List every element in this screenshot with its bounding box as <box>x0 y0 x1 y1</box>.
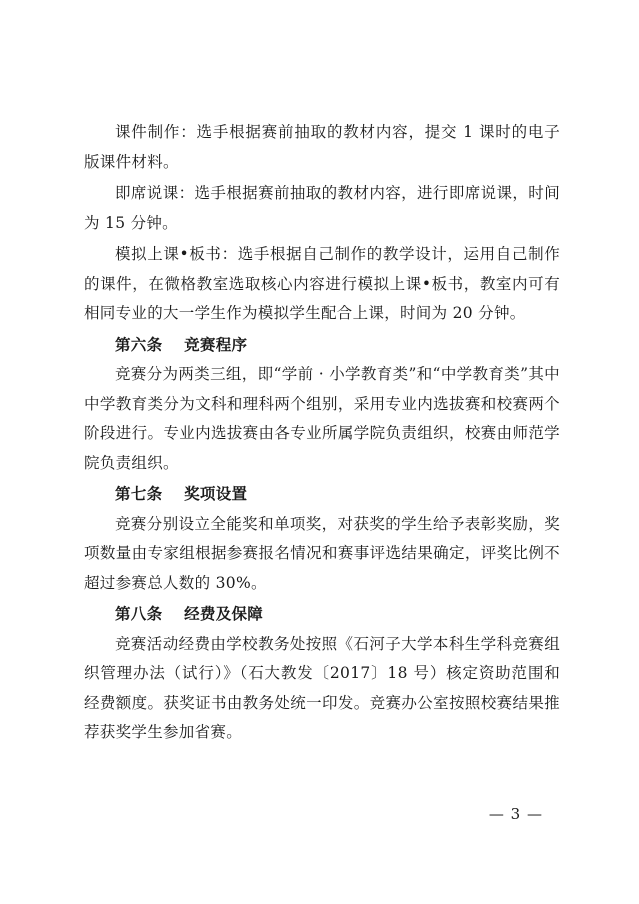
paragraph-courseware: 课件制作：选手根据赛前抽取的教材内容，提交 1 课时的电子版课件材料。 <box>84 123 560 171</box>
heading-article-7-title: 奖项设置 <box>184 485 248 503</box>
page-number: — 3 — <box>488 805 543 823</box>
heading-article-7 <box>84 480 560 510</box>
heading-article-7-number: 第七条 <box>115 485 163 503</box>
paragraph-impromptu-lecture: 即席说课：选手根据赛前抽取的教材内容，进行即席说课，时间为 15 分钟。 <box>84 184 560 232</box>
paragraph-competition-procedure: 竞赛分为两类三组，即“学前 · 小学教育类”和“中学教育类”其中中学教育类分为文科和理科两个组别，采用专业内选拔赛和校赛两个阶段进行。专业内选拔赛由各专业所属学院负责组织，校赛由师范学院负责组织。 <box>84 365 560 472</box>
heading-article-8 <box>84 600 560 630</box>
document-body <box>84 118 560 748</box>
paragraph-awards: 竞赛分别设立全能奖和单项奖，对获奖的学生给予表彰奖励，奖项数量由专家组根据参赛报名情况和赛事评选结果确定，评奖比例不超过参赛总人数的 30%。 <box>84 514 560 592</box>
heading-article-6-title: 竞赛程序 <box>184 335 248 354</box>
heading-article-8-title: 经费及保障 <box>184 605 264 623</box>
paragraph-funding: 竞赛活动经费由学校教务处按照《石河子大学本科生学科竞赛组织管理办法（试行）》（石大教发〔2017〕18 号）核定资助范围和经费额度。获奖证书由教务处统一印发。竞赛办公室按照校赛结果推荐获奖学生参加省赛。 <box>84 634 560 741</box>
heading-article-6-number: 第六条 <box>115 335 163 354</box>
heading-article-8-number: 第八条 <box>115 605 163 623</box>
paragraph-mock-class: 模拟上课•板书：选手根据自己制作的教学设计，运用自己制作的课件，在微格教室选取核心内容进行模拟上课•板书，教室内可有相同专业的大一学生作为模拟学生配合上课，时间为 20 分钟。 <box>84 245 560 322</box>
heading-article-6 <box>84 331 560 361</box>
